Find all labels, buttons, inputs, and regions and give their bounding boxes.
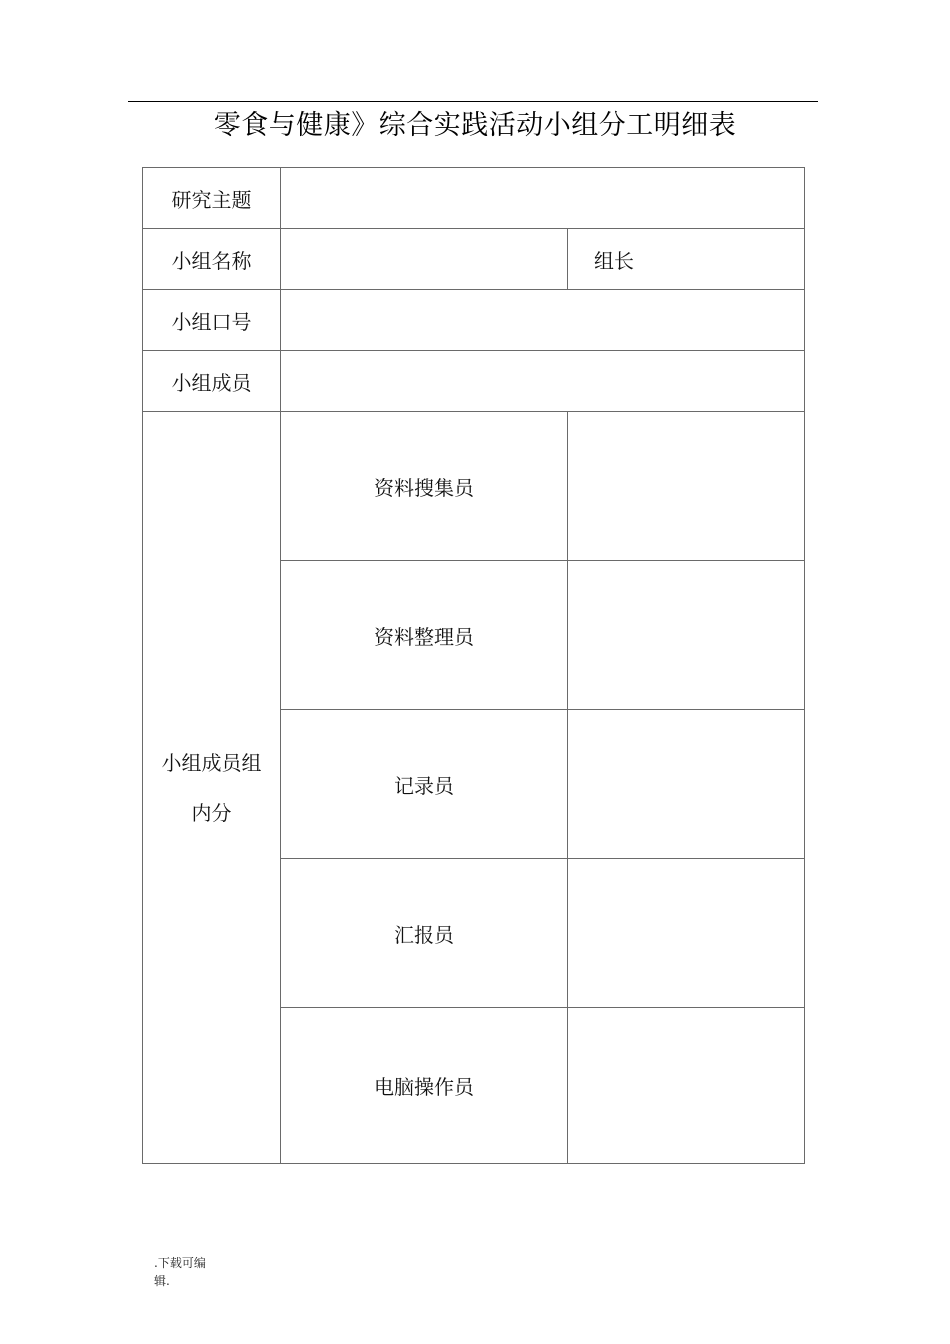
table-row <box>143 229 805 290</box>
footer-line: 辑. <box>154 1274 170 1288</box>
role-assignee-cell[interactable] <box>568 561 805 710</box>
division-table <box>142 167 805 1164</box>
topic-value-cell[interactable] <box>281 168 805 229</box>
topic-label: 研究主题 <box>143 168 281 229</box>
table-row <box>143 351 805 412</box>
role-label: 电脑操作员 <box>281 1008 568 1164</box>
table-row <box>143 168 805 229</box>
role-assignee-cell[interactable] <box>568 710 805 859</box>
group-name-label: 小组名称 <box>143 229 281 290</box>
leader-label: 组长 <box>568 229 805 290</box>
page-title: 零食与健康》综合实践活动小组分工明细表 <box>213 110 737 141</box>
header-rule <box>128 101 818 102</box>
group-name-value-cell[interactable] <box>281 229 568 290</box>
table-row <box>143 290 805 351</box>
role-label: 资料搜集员 <box>281 412 568 561</box>
slogan-value-cell[interactable] <box>281 290 805 351</box>
role-assignee-cell[interactable] <box>568 1008 805 1164</box>
role-assignee-cell[interactable] <box>568 859 805 1008</box>
role-label: 记录员 <box>281 710 568 859</box>
role-label: 汇报员 <box>281 859 568 1008</box>
role-label: 资料整理员 <box>281 561 568 710</box>
members-value-cell[interactable] <box>281 351 805 412</box>
footer-note <box>154 1254 224 1290</box>
division-label <box>143 412 281 1164</box>
members-label: 小组成员 <box>143 351 281 412</box>
footer-line: .下载可编 <box>154 1256 206 1270</box>
slogan-label: 小组口号 <box>143 290 281 351</box>
division-label-line1: 小组成员组 <box>161 750 262 775</box>
role-assignee-cell[interactable] <box>568 412 805 561</box>
table-row <box>143 412 805 561</box>
division-label-line2: 内分 <box>191 800 232 825</box>
